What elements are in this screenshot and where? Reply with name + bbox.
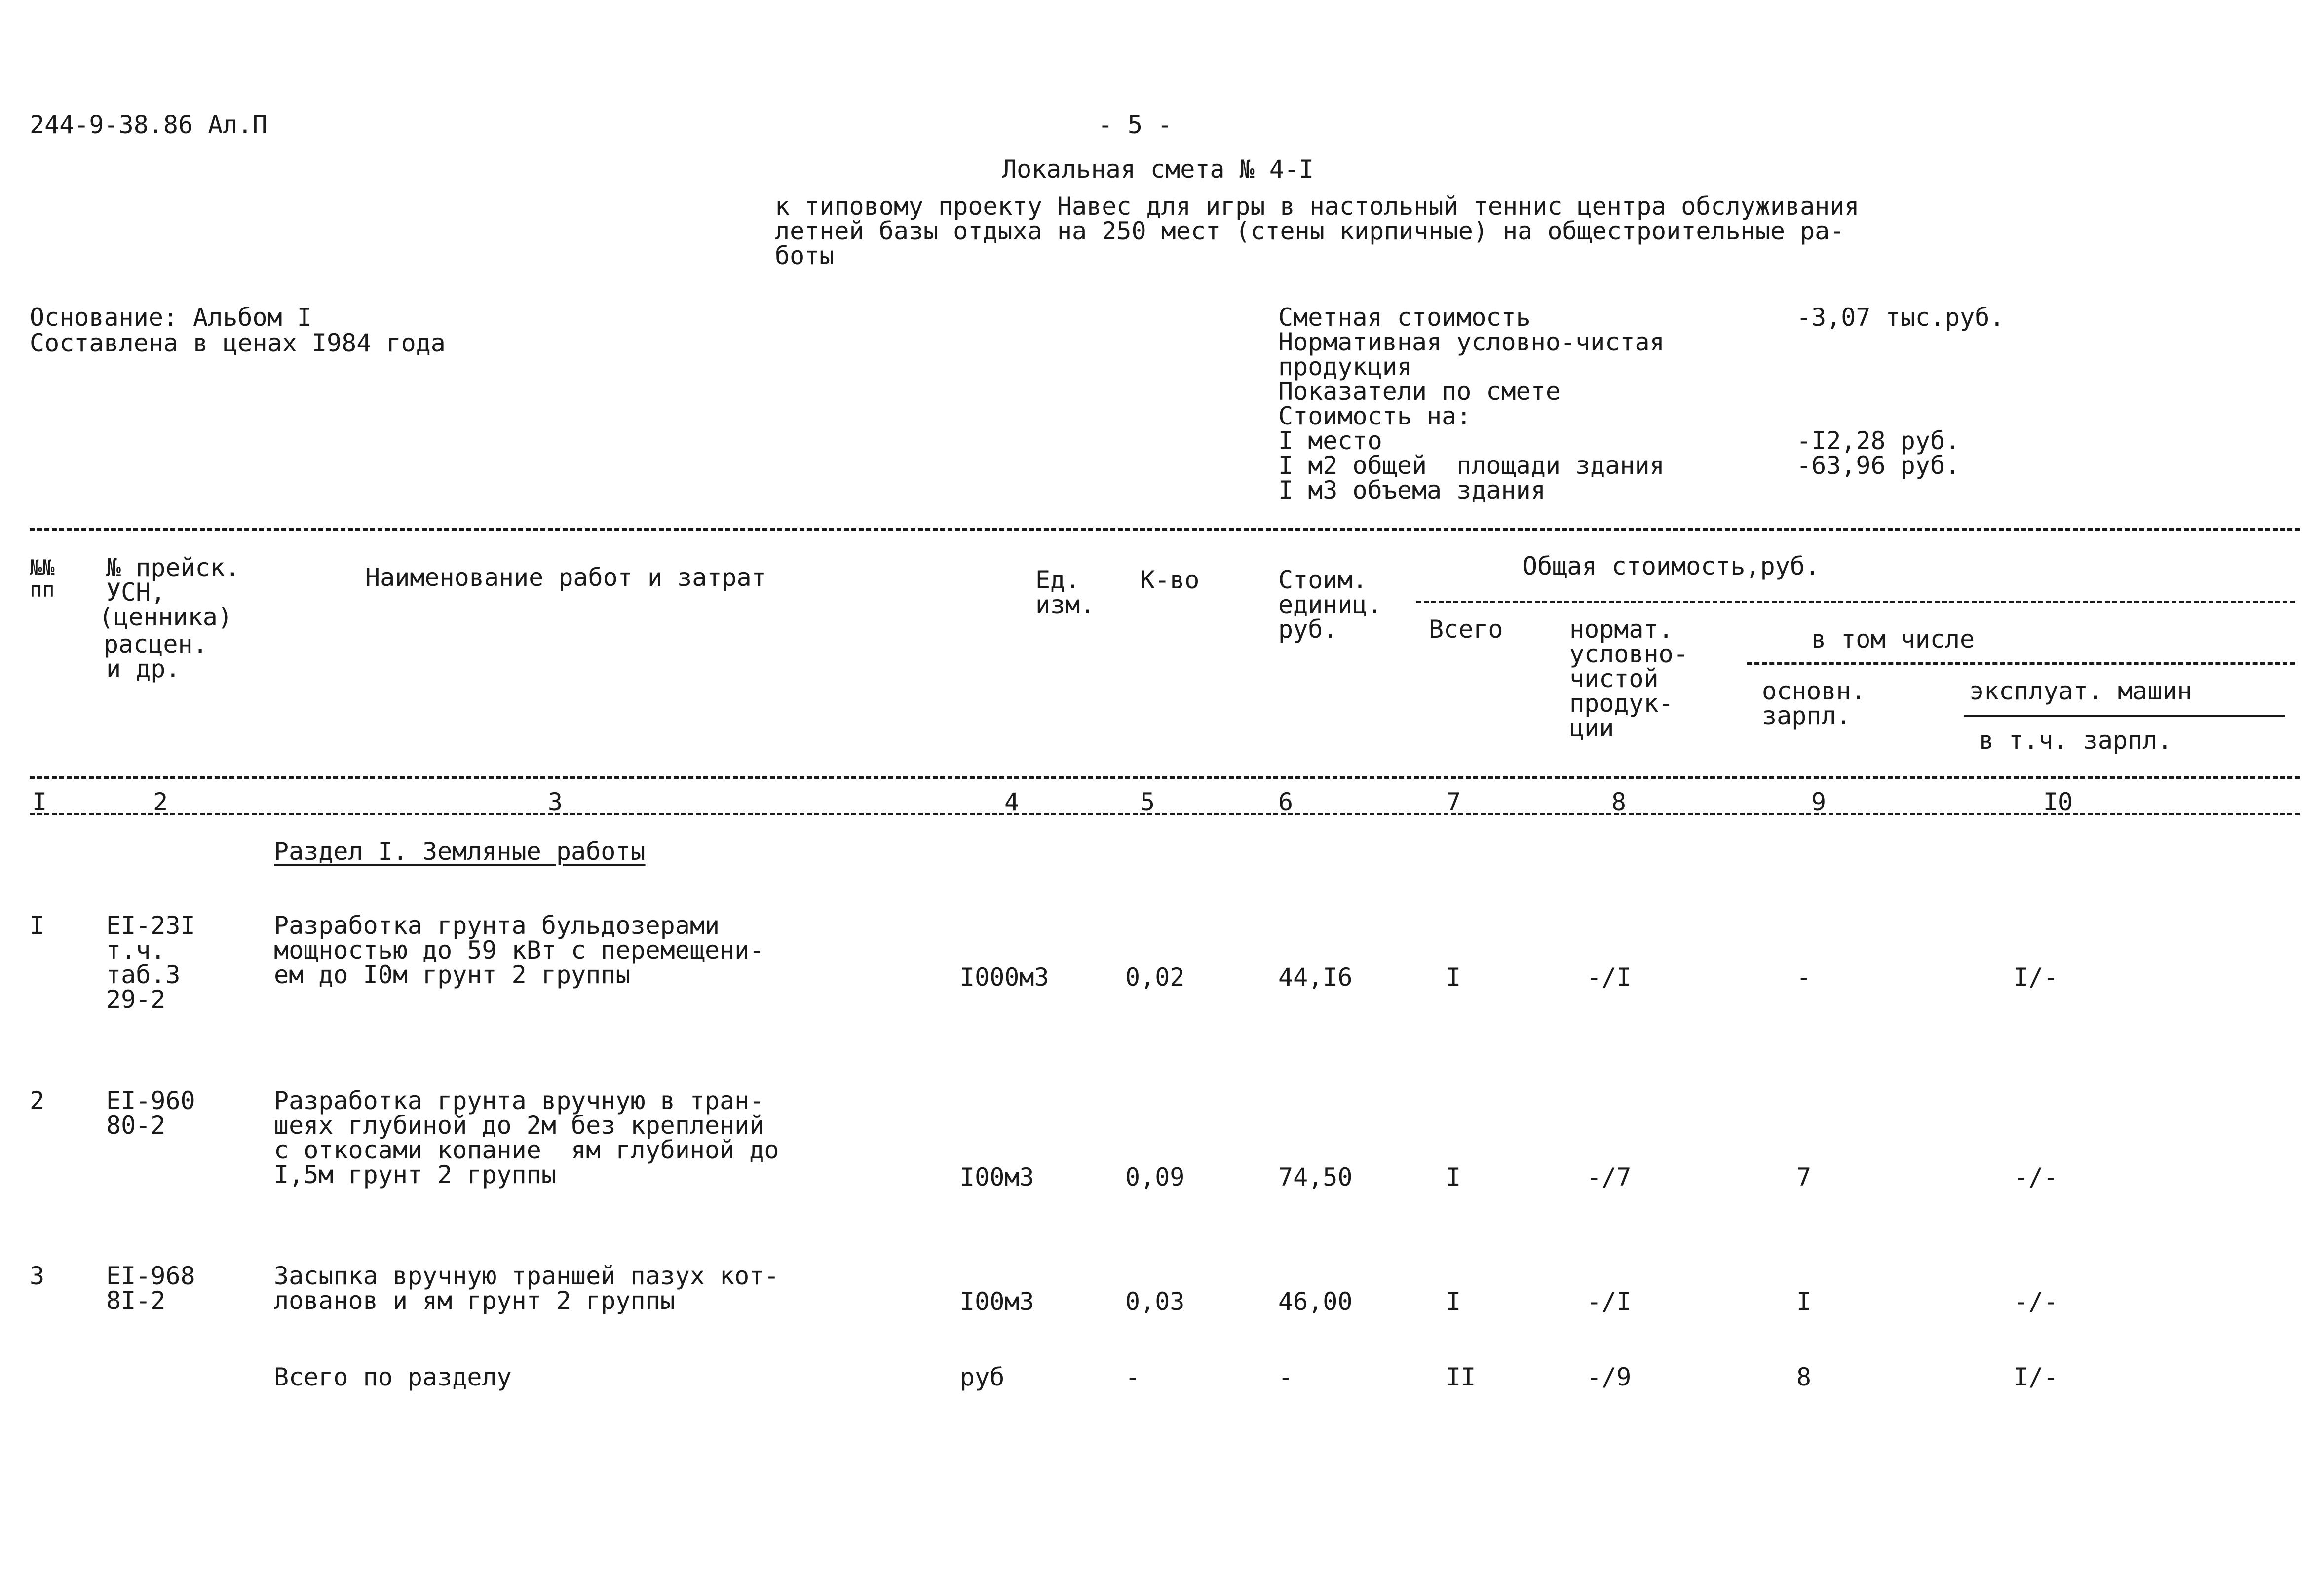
row-unit-cost: 44,I6 [1278,963,1353,992]
subtitle-line-2: летней базы отдыха на 250 мест (стены кирпичные) на общестроительные ра- [775,217,1845,245]
column-header-8: условно- [1569,640,1688,668]
row-code: 29-2 [106,985,166,1014]
basis-line-2: Составлена в ценах I984 года [30,329,446,357]
column-numbers-rule [30,813,2300,815]
basis-line-1: Основание: Альбом I [30,303,312,332]
document-code: 244-9-38.86 Ал.П [30,111,267,139]
row-unit-cost: 74,50 [1278,1163,1353,1192]
column-number: I0 [2043,788,2073,816]
column-header-8: нормат. [1569,615,1674,644]
column-header-2: УСН, [106,578,166,607]
row-description: мощностью до 59 кВт с перемещени- [274,936,764,964]
row-total: I [1446,1163,1461,1192]
column-number: 8 [1611,788,1627,816]
column-header-2: расцен. [104,630,208,658]
column-header-10-sub: в т.ч. зарпл. [1979,726,2172,755]
column-header-4: Ед. [1035,566,1080,594]
column-number: 6 [1278,788,1294,816]
row-unit-cost: 46,00 [1278,1287,1353,1316]
column-header-3: Наименование работ и затрат [365,563,766,592]
subtitle-line-3: боты [775,241,835,270]
including-rule [1747,662,2295,665]
row-quantity: 0,02 [1125,963,1185,992]
row-description: Разработка грунта вручную в тран- [274,1086,764,1115]
section-total-unit: руб [960,1363,1005,1391]
row-number: 2 [30,1086,45,1115]
summary-label: Нормативная условно-чистая [1278,328,1665,356]
row-normative: -/I [1587,963,1632,992]
column-header-9: зарпл. [1762,701,1851,730]
row-code: 80-2 [106,1111,166,1140]
section-total-wages: 8 [1796,1363,1812,1391]
column-header-9: основн. [1762,677,1866,705]
column-number: 7 [1446,788,1461,816]
row-description: I,5м грунт 2 группы [274,1160,556,1189]
summary-label: продукция [1278,352,1412,381]
column-header-6: руб. [1278,615,1338,644]
row-description: лованов и ям грунт 2 группы [274,1286,675,1315]
row-quantity: 0,03 [1125,1287,1185,1316]
section-total-quantity: - [1125,1363,1141,1391]
row-code: EI-968 [106,1262,195,1290]
row-normative: -/7 [1587,1163,1632,1192]
column-header-4: изм. [1035,590,1095,619]
column-header-2: № прейск. [106,553,240,582]
row-normative: -/I [1587,1287,1632,1316]
column-header-8: продук- [1569,689,1674,718]
section-title: Раздел I. Земляные работы [274,837,646,866]
row-wages: 7 [1796,1163,1812,1192]
section-total-label: Всего по разделу [274,1363,512,1391]
section-total-normative: -/9 [1587,1363,1632,1391]
row-description: ем до I0м грунт 2 группы [274,961,631,989]
estimated-cost-value: -3,07 тыс.руб. [1796,303,2005,332]
column-header-6: единиц. [1278,590,1382,619]
cost-per-m2-value: -63,96 руб. [1796,451,1960,480]
column-header-7: Всего [1429,615,1503,644]
column-number: I [32,788,47,816]
row-wages: I [1796,1287,1812,1316]
row-machines: -/- [2014,1287,2058,1316]
row-machines: I/- [2014,963,2058,992]
row-machines: -/- [2014,1163,2058,1192]
column-header-2: и др. [106,654,181,683]
summary-label: Сметная стоимость [1278,303,1531,332]
row-description: с откосами копание ям глубиной до [274,1136,779,1164]
header-bottom-rule [30,776,2300,779]
summary-label: I место [1278,426,1382,455]
column-header-6: Стоим. [1278,566,1368,594]
total-cost-header: Общая стоимость,руб. [1523,552,1820,580]
total-cost-rule [1416,601,2295,603]
row-description: Засыпка вручную траншей пазух кот- [274,1262,779,1290]
column-number: 5 [1140,788,1155,816]
summary-label: I м3 объема здания [1278,476,1546,504]
section-total-total: II [1446,1363,1476,1391]
column-number: 2 [152,788,168,816]
summary-label: Показатели по смете [1278,377,1561,406]
column-number: 9 [1811,788,1827,816]
row-code: EI-960 [106,1086,195,1115]
column-header-8: чистой [1569,664,1659,693]
column-header-10: эксплуат. машин [1969,677,2192,705]
row-wages: - [1796,963,1812,992]
machines-underline [1964,715,2285,717]
page-number: - 5 - [1098,111,1173,139]
row-description: шеях глубиной до 2м без креплений [274,1111,764,1140]
column-header-1: пп [30,577,55,602]
cost-per-place-value: -I2,28 руб. [1796,426,1960,455]
section-total-machines: I/- [2014,1363,2058,1391]
row-code: таб.3 [106,961,181,989]
summary-label: I м2 общей площади здания [1278,451,1665,480]
column-header-1: №№ [30,555,55,579]
row-code: т.ч. [106,936,166,964]
column-number: 3 [547,788,563,816]
row-code: 8I-2 [106,1286,166,1315]
summary-label: Стоимость на: [1278,402,1472,430]
row-unit: I000м3 [960,963,1049,992]
including-header: в том числе [1811,625,1975,653]
row-code: EI-23I [106,911,195,940]
estimate-title: Локальная смета № 4-I [1002,155,1314,184]
row-unit: I00м3 [960,1163,1034,1192]
row-quantity: 0,09 [1125,1163,1185,1192]
row-unit: I00м3 [960,1287,1034,1316]
row-number: 3 [30,1262,45,1290]
subtitle-line-1: к типовому проекту Навес для игры в настольный теннис центра обслуживания [775,192,1860,221]
row-description: Разработка грунта бульдозерами [274,911,720,940]
column-header-8: ции [1569,714,1614,742]
row-total: I [1446,1287,1461,1316]
column-header-2: (ценника) [99,603,232,631]
table-top-rule [30,528,2300,531]
column-header-5: К-во [1140,566,1200,594]
row-total: I [1446,963,1461,992]
row-number: I [30,911,45,940]
section-total-unit-cost: - [1278,1363,1294,1391]
column-number: 4 [1004,788,1020,816]
